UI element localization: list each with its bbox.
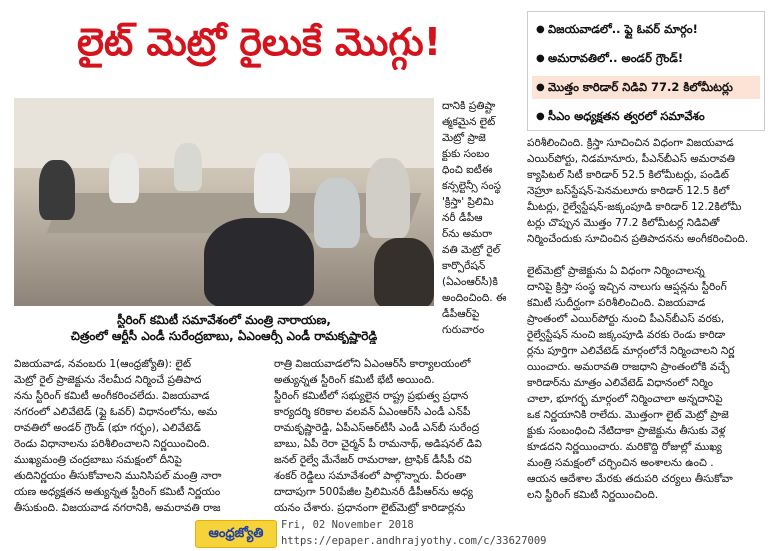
text-line: స్టీరింగ్ కమిటీలో సభ్యులైన రాష్ట్ర ప్రభుత్వ ప్రధాన bbox=[274, 390, 469, 402]
text-line: ప్రాంతంలో ఎయిర్‌పోర్టు నుంచి పీఎన్‌బీఎస్ వరకు, bbox=[527, 313, 725, 325]
text-line: కారిడార్‌ను మాత్రం ఎలివేటెడ్ విధానంలో నిర్మిం bbox=[527, 377, 713, 389]
highlight-item: ● సీఎం అధ్యక్షతన త్వరలో సమావేశం bbox=[532, 105, 760, 128]
text-line: క్టుకు సంబం bbox=[442, 148, 490, 160]
text-line: ముఖ్యమంత్రి చంద్రబాబు సమక్షంలో దీనిపై bbox=[14, 454, 182, 466]
text-line: కార్పొరేషన్ bbox=[442, 260, 486, 272]
photo-person bbox=[174, 143, 202, 191]
text-line: కార్యదర్శి కరికాల వలవన్ ఏఎంఆర్‌సీ ఎండీ ఎన్‌పీ bbox=[274, 406, 471, 418]
caption-line: స్టీరింగ్ కమిటీ సమావేశంలో మంత్రి నారాయణ, bbox=[117, 313, 331, 327]
epaper-footer bbox=[195, 517, 547, 551]
text-line: చాలా, భూగర్భ మార్గంలో నిర్మించాలా అన్నదానిపై bbox=[527, 393, 723, 405]
caption-line: చిత్రంలో ఆర్టీసీ ఎండీ సురేంద్రబాబు, ఏఎంఆర్సీ ఎండీ రామకృష్ణారెడ్డి bbox=[70, 329, 378, 343]
text-line: తీసుకుంది. విజయవాడ నగరానికి, అమరావతి రాజ bbox=[14, 502, 221, 514]
highlights-box bbox=[527, 11, 765, 131]
epaper-url-link[interactable]: https://epaper.andhrajyothy.com/c/33627009 bbox=[281, 535, 547, 547]
headline: లైట్ మెట్రో రైలుకే మొగ్గు! bbox=[76, 20, 442, 64]
article-right-column-1 bbox=[527, 135, 763, 259]
photo-person bbox=[109, 153, 139, 203]
highlight-item: ● అమరావతిలో.. అండర్ గ్రౌండ్! bbox=[532, 47, 760, 70]
article-bottom-column-1 bbox=[14, 356, 266, 518]
newspaper-clipping bbox=[6, 6, 769, 518]
meeting-photo bbox=[14, 98, 434, 306]
text-line: రామకృష్ణారెడ్డి, ఏపీఎస్‌ఆర్‌టీసీ ఎండీ ఎన్‌బీ సురేంద్ర bbox=[274, 422, 480, 434]
photo-person bbox=[39, 160, 75, 220]
text-line: ర్లను పూర్తిగా ఎలివేటెడ్ మార్గంలోనే నిర్మించాలని నిర్ణ bbox=[527, 345, 735, 357]
text-line: క్టుకు సంబంధించి నేటిదాకా ప్రాజెక్టును తీసుకు వెళ్ల bbox=[527, 425, 726, 437]
text-line: కమిటీ సుదీర్ఘంగా పరిశీలించింది. విజయవాడ bbox=[527, 297, 706, 309]
photo-person bbox=[254, 153, 290, 213]
text-line: కన్సల్టెన్సీ సంస్థ bbox=[442, 180, 502, 192]
text-line: మీటర్లు, రైల్వేస్టేషన్-జక్కంపూడి కారిడార్ 12.2కిలోమీ bbox=[527, 201, 742, 213]
text-line: నెహ్రూ బస్‌స్టేషన్-పెనమలూరు కారిడార్ 12.5 కిలో bbox=[527, 185, 730, 197]
text-line: వతి మెట్రో రైల్ bbox=[442, 244, 501, 256]
photo-person bbox=[204, 218, 314, 306]
text-line: జనల్ రైల్వే మేనేజర్ రామరాజు, ట్రాఫిక్ డీసీపీ రవి bbox=[274, 454, 472, 466]
photo-person bbox=[366, 158, 410, 238]
text-line: (ఏఎంఆర్‌సీ)కి bbox=[442, 276, 498, 288]
photo-person bbox=[314, 178, 360, 248]
text-line: రావతిలో అండర్ గ్రౌండ్ (భూ గర్భం), ఎలివేటెడ్ bbox=[14, 422, 201, 434]
article-right-column-2 bbox=[527, 263, 763, 518]
text-line: పరిశీలించింది. క్రిస్తా సూచించిన విధంగా విజయవాడ bbox=[527, 137, 734, 149]
text-line: ధించి ఐటీఈ bbox=[442, 164, 493, 176]
text-line: దానికి ప్రతిష్టా bbox=[442, 100, 496, 112]
photo-caption bbox=[14, 306, 434, 352]
text-line: 'క్రిస్తా' ప్రిలిమి bbox=[442, 196, 494, 208]
text-line: అత్యున్నత స్టీరింగ్ కమిటీ భేటీ అయింది. bbox=[274, 374, 435, 386]
text-line: ర్‌ను అమరా bbox=[442, 228, 492, 240]
text-line: క్యాపిటల్ సిటీ కారిడార్ 52.5 కిలోమీటర్లు, పండిట్ bbox=[527, 169, 729, 181]
text-line: మంత్రి సమక్షంలో చర్చించిన అంశాలను ఉంచి . bbox=[527, 457, 714, 469]
text-line: మెట్రో ప్రాజె bbox=[442, 132, 486, 144]
photo-wall bbox=[14, 98, 434, 168]
text-line: మెట్రో రైల్ ప్రాజెక్టును నేలమీద నిర్మించే ప్రతిపాద bbox=[14, 374, 202, 386]
text-line: రెండు విధానాలను పరిశీలించాలని నిర్ణయించింది. bbox=[14, 438, 210, 450]
text-line: డీపీఆర్‌పై bbox=[442, 308, 480, 320]
text-line: రాత్రి విజయవాడలోని ఏఎంఆర్‌సీ కార్యాలయంలో bbox=[274, 358, 471, 370]
text-line: రైల్వేస్టేషన్ నుంచి జక్కంపూడి వరకు రెండు కారిడా bbox=[527, 329, 726, 341]
text-line: టర్లు చొప్పున మొత్తం 77.2 కిలోమీటర్ల నిడివితో bbox=[527, 217, 720, 229]
text-line: యించారు. అమరావతి రాజధాని ప్రాంతంలోకి వచ్చే bbox=[527, 361, 730, 373]
text-line: యనం చేశారు. ప్రధానంగా లైట్‌మెట్రో కారిడార్లను bbox=[274, 502, 466, 514]
highlight-item: ● మొత్తం కారిడార్ నిడివి 77.2 కిలోమీటర్లు bbox=[532, 76, 760, 99]
article-narrow-column bbox=[442, 98, 506, 352]
text-line: నగరంలో ఎలివేటెడ్ (ఫ్లై ఓవర్) విధానంలోను, అమ bbox=[14, 406, 218, 418]
andhrajyothy-logo: ఆంధ్రజ్యోతి bbox=[195, 520, 277, 548]
text-line: ఆయన ఆదేశాల మేరకు తదుపరి చర్యలు తీసుకోవా bbox=[527, 473, 733, 485]
highlight-item: ● విజయవాడలో.. ఫ్లై ఓవర్ మార్గం! bbox=[532, 18, 760, 41]
text-line: లైట్‌మెట్రో ప్రాజెక్టును ఏ విధంగా నిర్మించాలన్న bbox=[527, 265, 705, 277]
text-line: బాబు, ఏపీ రెరా చైర్మన్ పీ రామనాథ్, అడిషనల్ డివి bbox=[274, 438, 482, 450]
text-line: శంకర్ రెడ్డిలు సమావేశంలో పాల్గొన్నారు. వీరంతా bbox=[274, 470, 467, 482]
text-line: దాదాపుగా 500పేజీల ప్రిలిమినరీ డీపీఆర్‌ను అధ్య bbox=[274, 486, 473, 498]
text-line: దానిపై క్రిస్తా సంస్థ ఇచ్చిన నాలుగు ఆప్షన్లను స్టీరింగ్ bbox=[527, 281, 727, 293]
text-line: త్మకమైన లైట్ bbox=[442, 116, 496, 128]
text-line: యణ అధ్యక్షతన అత్యున్నత స్టీరింగ్ కమిటీ నిర్ణయం bbox=[14, 486, 221, 498]
text-line: ఒక నిర్ణయానికి రాలేదు. మొత్తంగా లైట్ మెట్రో ప్రాజె bbox=[527, 409, 729, 421]
text-line: నను స్టీరింగ్ కమిటీ అంగీకరించలేదు. విజయవాడ bbox=[14, 390, 210, 402]
text-line: విజయవాడ, నవంబరు 1(ఆంధ్రజ్యోతి): లైట్ bbox=[14, 358, 191, 370]
text-line: నరీ డీపీఆ bbox=[442, 212, 483, 224]
photo-person bbox=[374, 238, 434, 306]
text-line: నిర్మించేందుకు సూచించిన ప్రతిపాదనను అంగీకరించింది. bbox=[527, 233, 749, 245]
text-line: గురువారం bbox=[442, 324, 485, 336]
article-bottom-column-2 bbox=[274, 356, 520, 518]
text-line: తుదినిర్ణయం తీసుకోవాలని మునిసిపల్ మంత్రి నారా bbox=[14, 470, 222, 482]
text-line: అందించింది. ఈ bbox=[442, 292, 506, 304]
text-line: ఎయిర్‌పోర్టు, నిడమానూరు, పీఎన్‌బీఎస్ అమరావతి bbox=[527, 153, 735, 165]
publication-date: Fri, 02 November 2018 bbox=[281, 519, 414, 531]
text-line: కూడదని నిర్ణయించారు. మరికొద్ది రోజుల్లో ముఖ్య bbox=[527, 441, 722, 453]
text-line: లని స్టీరింగ్ కమిటీ నిర్ణయించింది. bbox=[527, 489, 659, 501]
